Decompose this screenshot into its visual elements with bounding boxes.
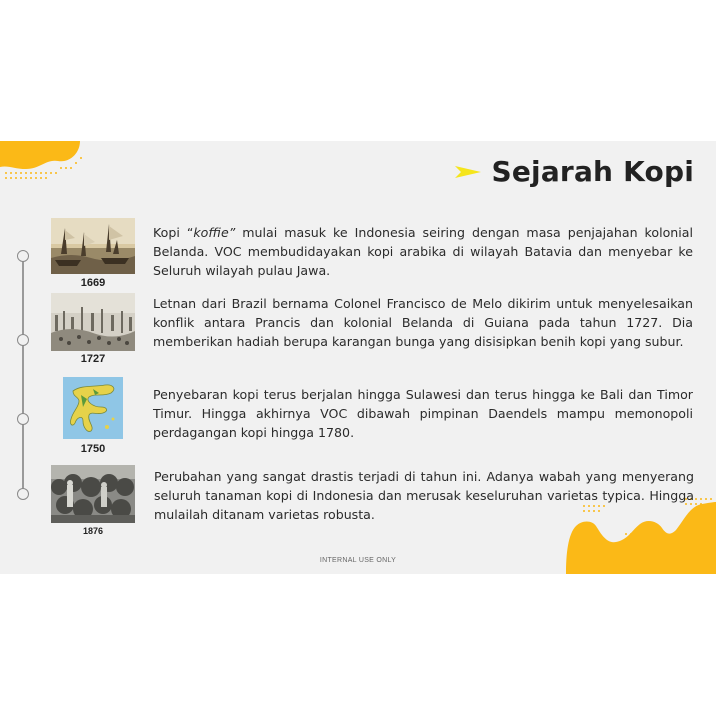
timeline-text-1750: Penyebaran kopi terus berjalan hingga Sulawesi dan terus hingga ke Bali dan Timor Timur. Hingga akhirnya VOC dibawah pimpinan Daendels mampu memonopoli perdagangan kopi hingga 1780. <box>153 387 693 440</box>
timeline-node-1 <box>17 250 29 262</box>
year-label-1669: 1669 <box>80 277 106 289</box>
sulawesi-map-image <box>63 377 123 439</box>
timeline-line <box>22 255 24 495</box>
decorative-blob-top-left <box>0 141 90 191</box>
text-segment: Kopi “ <box>153 225 194 240</box>
koffie-emphasis: koffie” <box>193 225 236 240</box>
title-group <box>455 155 694 188</box>
year-label-1727: 1727 <box>80 353 106 365</box>
coffee-plantation-photo-image <box>51 465 135 523</box>
timeline-node-3 <box>17 413 29 425</box>
pointer-arrow-icon <box>455 165 481 179</box>
slide <box>0 141 716 574</box>
harbor-ships-painting-image <box>51 218 135 274</box>
year-label-1876: 1876 <box>82 526 104 536</box>
battle-engraving-image <box>51 293 135 351</box>
page-title: Sejarah Kopi <box>491 155 694 188</box>
timeline-node-2 <box>17 334 29 346</box>
timeline-text-1876: Perubahan yang sangat drastis terjadi di tahun ini. Adanya wabah yang menyerang seluruh tanaman kopi di Indonesia dan merusak keseluruhan varietas typica. Hingga mulailah ditanam varietas robusta. <box>154 469 694 522</box>
timeline-text-1727: Letnan dari Brazil bernama Colonel Francisco de Melo dikirim untuk menyelesaikan konflik antara Prancis dan kolonial Belanda di Guiana pada tahun 1727. Dia memberikan hadiah berupa karangan bunga yang disisipkan benih kopi yang subur. <box>153 296 693 349</box>
timeline-text-1669 <box>153 223 693 280</box>
year-label-1750: 1750 <box>80 443 106 455</box>
timeline-node-4 <box>17 488 29 500</box>
footer-label: INTERNAL USE ONLY <box>319 557 397 564</box>
text-segment: mulai masuk ke Indonesia seiring dengan masa penjajahan kolonial Belanda. VOC membudidayakan kopi arabika di wilayah Batavia dan menyebar ke Seluruh wilayah pulau Jawa. <box>153 225 694 278</box>
